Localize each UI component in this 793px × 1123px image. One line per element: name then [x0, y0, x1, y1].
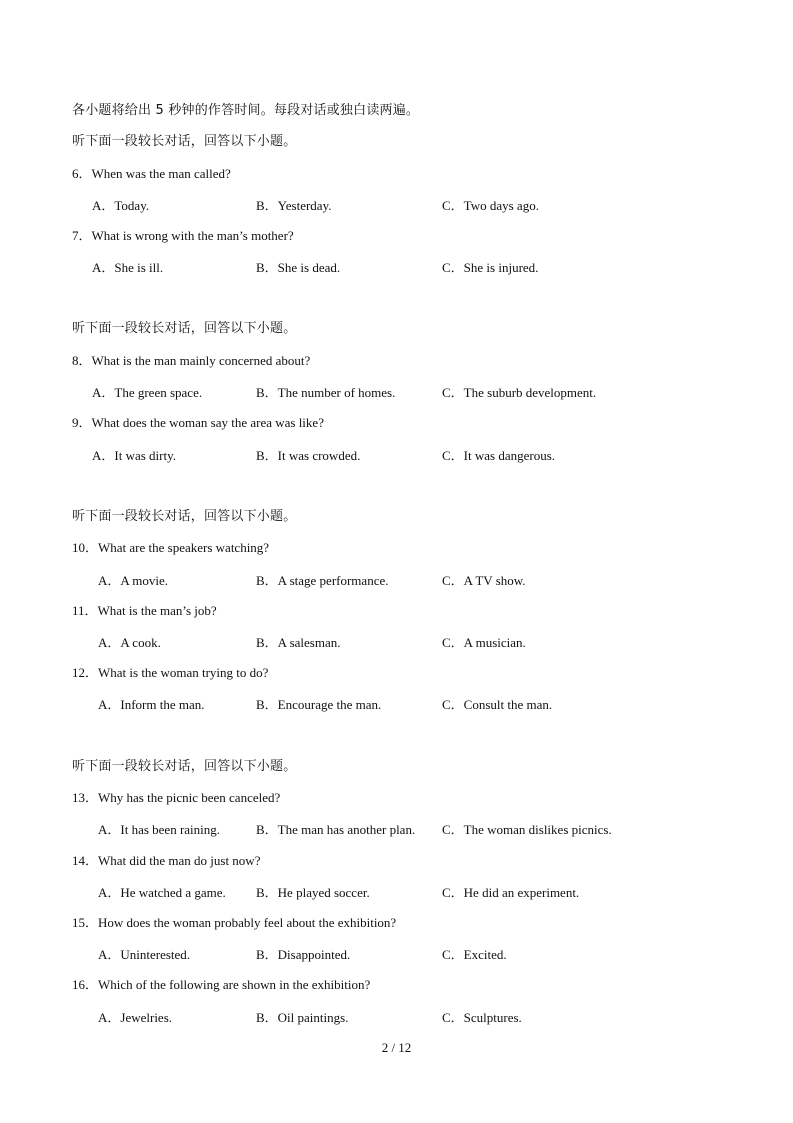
option-b: B．The man has another plan.	[256, 822, 416, 837]
intro-text: 各小题将给出 5 秒钟的作答时间。每段对话或独白读两遍。	[72, 103, 420, 118]
section-heading: 听下面一段较长对话，回答以下小题。	[72, 759, 297, 774]
question: 10．What are the speakers watching?	[72, 540, 270, 555]
question: 13．Why has the picnic been canceled?	[72, 790, 281, 805]
section-heading: 听下面一段较长对话，回答以下小题。	[72, 509, 297, 524]
option-c: C．She is injured.	[442, 260, 539, 275]
option-c: C．Sculptures.	[442, 1010, 522, 1025]
option-b: B．She is dead.	[256, 260, 341, 275]
option-c: C．It was dangerous.	[442, 448, 556, 463]
question: 11．What is the man’s job?	[72, 603, 217, 618]
option-a: A．A cook.	[98, 635, 161, 650]
option-c: C．Two days ago.	[442, 198, 539, 213]
option-c: C．The woman dislikes picnics.	[442, 822, 612, 837]
option-a: A．Today.	[92, 198, 150, 213]
option-a: A．It has been raining.	[98, 822, 221, 837]
option-b: B．Encourage the man.	[256, 697, 382, 712]
question: 15．How does the woman probably feel about the exhibition?	[72, 915, 397, 930]
question: 12．What is the woman trying to do?	[72, 665, 269, 680]
option-a: A．He watched a game.	[98, 885, 226, 900]
option-c: C．Consult the man.	[442, 697, 553, 712]
option-b: B．Yesterday.	[256, 198, 332, 213]
page-number: 2 / 12	[381, 1040, 412, 1055]
question: 8．What is the man mainly concerned about?	[72, 353, 311, 368]
option-b: B．Oil paintings.	[256, 1010, 349, 1025]
option-a: A．Uninterested.	[98, 947, 191, 962]
section-heading: 听下面一段较长对话，回答以下小题。	[72, 321, 297, 336]
question: 9．What does the woman say the area was like?	[72, 415, 324, 430]
option-a: A．She is ill.	[92, 260, 164, 275]
option-b: B．The number of homes.	[256, 385, 396, 400]
option-a: A．Jewelries.	[98, 1010, 173, 1025]
option-b: B．He played soccer.	[256, 885, 370, 900]
option-a: A．Inform the man.	[98, 697, 205, 712]
option-a: A．The green space.	[92, 385, 203, 400]
option-c: C．Excited.	[442, 947, 507, 962]
question: 16．Which of the following are shown in the exhibition?	[72, 977, 371, 992]
section-heading: 听下面一段较长对话，回答以下小题。	[72, 134, 297, 149]
option-c: C．A musician.	[442, 635, 526, 650]
option-b: B．A salesman.	[256, 635, 341, 650]
option-b: B．A stage performance.	[256, 573, 389, 588]
option-c: C．A TV show.	[442, 573, 526, 588]
option-c: C．He did an experiment.	[442, 885, 580, 900]
option-c: C．The suburb development.	[442, 385, 597, 400]
question: 7．What is wrong with the man’s mother?	[72, 228, 294, 243]
question: 14．What did the man do just now?	[72, 853, 261, 868]
option-b: B．Disappointed.	[256, 947, 351, 962]
option-a: A．A movie.	[98, 573, 169, 588]
question: 6．When was the man called?	[72, 166, 231, 181]
option-b: B．It was crowded.	[256, 448, 361, 463]
option-a: A．It was dirty.	[92, 448, 177, 463]
